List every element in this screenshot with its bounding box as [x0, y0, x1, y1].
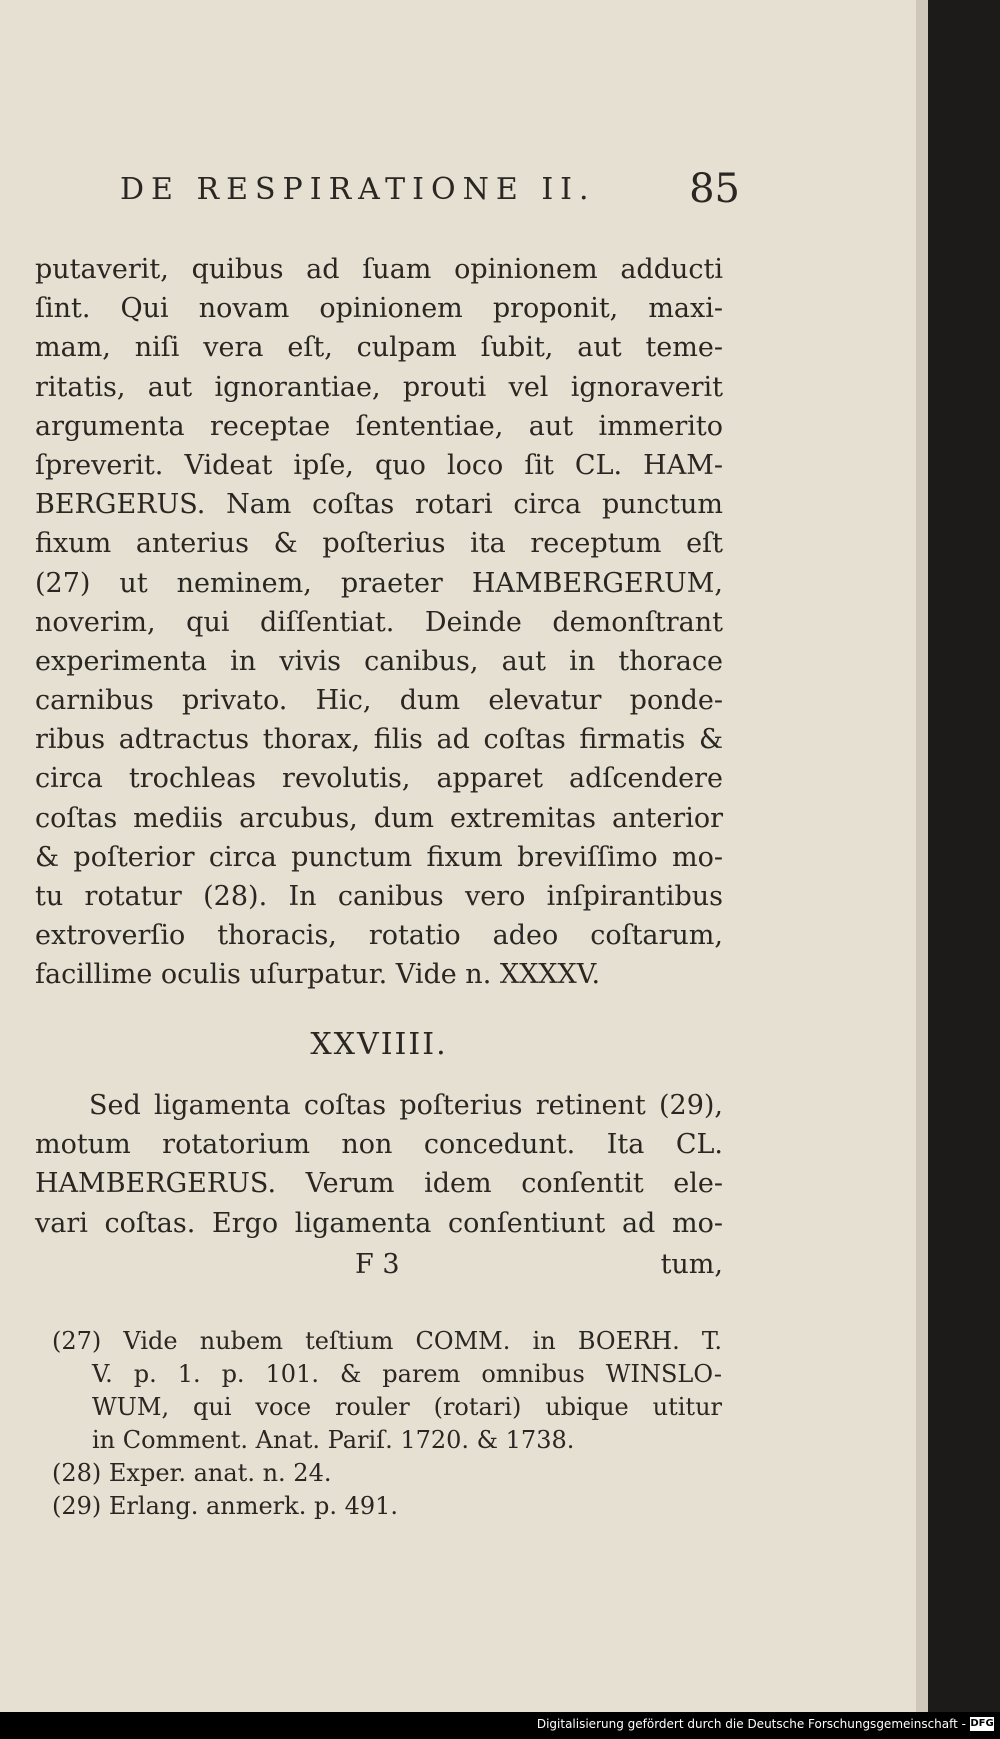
text-line: carnibus privato. Hic, dum elevatur ponde-: [35, 685, 723, 717]
text-line: ſint. Qui novam opinionem proponit, maxi-: [35, 293, 723, 325]
signature-line: [35, 1249, 723, 1289]
text-line: vari coſtas. Ergo ligamenta conſentiunt ad mo-: [35, 1207, 723, 1239]
text-line: putaverit, quibus ad ſuam opinionem adducti: [35, 254, 723, 285]
text-line: Sed ligamenta coſtas poſterius retinent (29),: [89, 1090, 723, 1121]
text-line: (27) ut neminem, praeter HAMBERGERUM,: [35, 567, 723, 599]
text-line: experimenta in vivis canibus, aut in thorace: [35, 645, 723, 677]
text-line: coſtas mediis arcubus, dum extremitas anterior: [35, 802, 723, 834]
footnote-line: (28) Exper. anat. n. 24.: [52, 1459, 332, 1487]
text-line: tu rotatur (28). In canibus vero inſpirantibus: [35, 881, 723, 912]
running-title: DE RESPIRATIONE II.: [120, 172, 596, 207]
main-text: [35, 250, 723, 995]
digitization-footer: [0, 1712, 1000, 1739]
footnote-line: in Comment. Anat. Pariſ. 1720. & 1738.: [92, 1426, 575, 1454]
footnote-line: V. p. 1. p. 101. & parem omnibus WINSLO-: [92, 1360, 722, 1388]
text-line: noverim, qui diſſentiat. Deinde demonſtrant: [35, 606, 723, 638]
footnote-line: WUM, qui voce rouler (rotari) ubique utitur: [92, 1393, 722, 1421]
text-line: circa trochleas revolutis, apparet adſcendere: [35, 763, 723, 795]
text-line: ſpreverit. Videat ipſe, quo loco ſit CL. HAM-: [35, 449, 723, 481]
text-line: argumenta receptae ſententiae, aut immerito: [35, 410, 723, 442]
text-line: motum rotatorium non concedunt. Ita CL.: [35, 1129, 723, 1161]
text-line: extroverſio thoracis, rotatio adeo coſtarum,: [35, 920, 723, 952]
text-line: facillime oculis uſurpatur. Vide n. XXXXV.: [35, 959, 601, 991]
text-line: ribus adtractus thorax, filis ad coſtas firmatis &: [35, 724, 723, 756]
text-line: & poſterior circa punctum fixum breviſſimo mo-: [35, 841, 723, 873]
funding-notice: Digitalisierung gefördert durch die Deutsche Forschungsgemeinschaft -: [536, 1717, 966, 1731]
text-line: BERGERUS. Nam coſtas rotari circa punctum: [35, 489, 723, 521]
footnote-line: (29) Erlang. anmerk. p. 491.: [52, 1492, 399, 1520]
page-number: 85: [689, 166, 740, 212]
footnote-line: (27) Vide nubem teſtium COMM. in BOERH. T.: [52, 1327, 722, 1355]
catchword: tum,: [660, 1249, 723, 1280]
footnotes: [52, 1325, 722, 1523]
text-line: fixum anterius & poſterius ita receptum eſt: [35, 528, 723, 560]
text-line: mam, niſi vera eſt, culpam ſubit, aut teme-: [35, 332, 723, 364]
page-edge: [916, 0, 928, 1712]
signature-mark: F 3: [355, 1249, 400, 1280]
running-header: [120, 166, 740, 214]
section-text: [35, 1086, 723, 1243]
text-line: HAMBERGERUS. Verum idem conſentit ele-: [35, 1168, 723, 1200]
dfg-logo: DFG: [970, 1718, 994, 1729]
text-line: ritatis, aut ignorantiae, prouti vel ignoraverit: [35, 371, 723, 403]
section-heading: XXVIIII.: [310, 1027, 448, 1062]
